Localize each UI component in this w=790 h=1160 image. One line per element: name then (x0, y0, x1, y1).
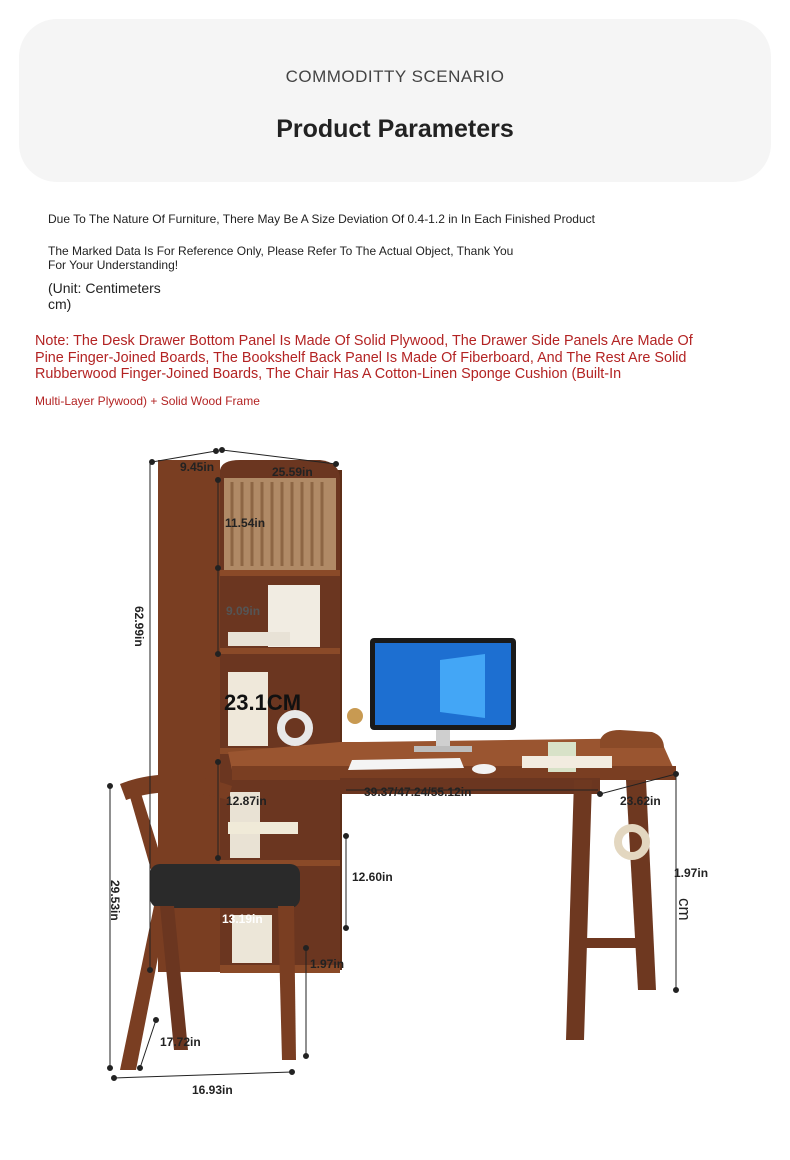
desk-leg-front (566, 780, 592, 1040)
dim-chair-height: 29.53in (108, 880, 122, 921)
dim-lower-compartment: 12.87in (226, 794, 267, 808)
dim-overlay-label: 23.1CM (224, 690, 302, 715)
reference-notice: The Marked Data Is For Reference Only, Please Refer To The Actual Object, Thank You For Your Understanding! (48, 244, 514, 272)
dim-chair-depth: 17.72in (160, 1035, 201, 1049)
dim-shelf-width: 25.59in (272, 465, 313, 479)
dim-desk-height-unit: cm (675, 898, 694, 921)
dim-shelf-depth: 9.45in (180, 460, 215, 474)
dim-chair-width: 16.93in (192, 1083, 233, 1097)
dim-desk-height: 1.97in (674, 866, 709, 880)
desk-leg-back (626, 780, 656, 990)
page-title: Product Parameters (276, 115, 514, 143)
dim-desk-length: 39.37/47.24/55.12in (364, 785, 472, 799)
chair-seat (150, 864, 300, 908)
dim-total-height: 62.99in (132, 606, 146, 647)
unit-notice: (Unit: Centimeters cm) (48, 280, 161, 312)
dim-bottom-shelf-height: 12.60in (352, 870, 393, 884)
dim-shelf-gap: 9.09in (226, 604, 261, 618)
dim-top-cabinet-height: 11.54in (225, 516, 266, 530)
section-eyebrow: COMMODITTY SCENARIO (285, 67, 505, 86)
material-note-tail: Multi-Layer Plywood) + Solid Wood Frame (35, 394, 260, 408)
deviation-notice: Due To The Nature Of Furniture, There May Be A Size Deviation Of 0.4-1.2 in In Each Finished Product (48, 212, 595, 226)
dim-seat-width: 13.19in (222, 912, 263, 926)
dim-desk-depth: 23.62in (620, 794, 661, 808)
dim-base-height: 1.97in (310, 957, 345, 971)
material-note: Note: The Desk Drawer Bottom Panel Is Made Of Solid Plywood, The Drawer Side Panels Are Made Of Pine Finger-Joined Boards, The Bookshelf Back Panel Is Made Of Fiberboard, And The Rest Are Solid Rubberwood Finger-Joined Boards, The Chair Has A Cotton-Linen Sponge Cushion (Built-In (35, 333, 693, 382)
